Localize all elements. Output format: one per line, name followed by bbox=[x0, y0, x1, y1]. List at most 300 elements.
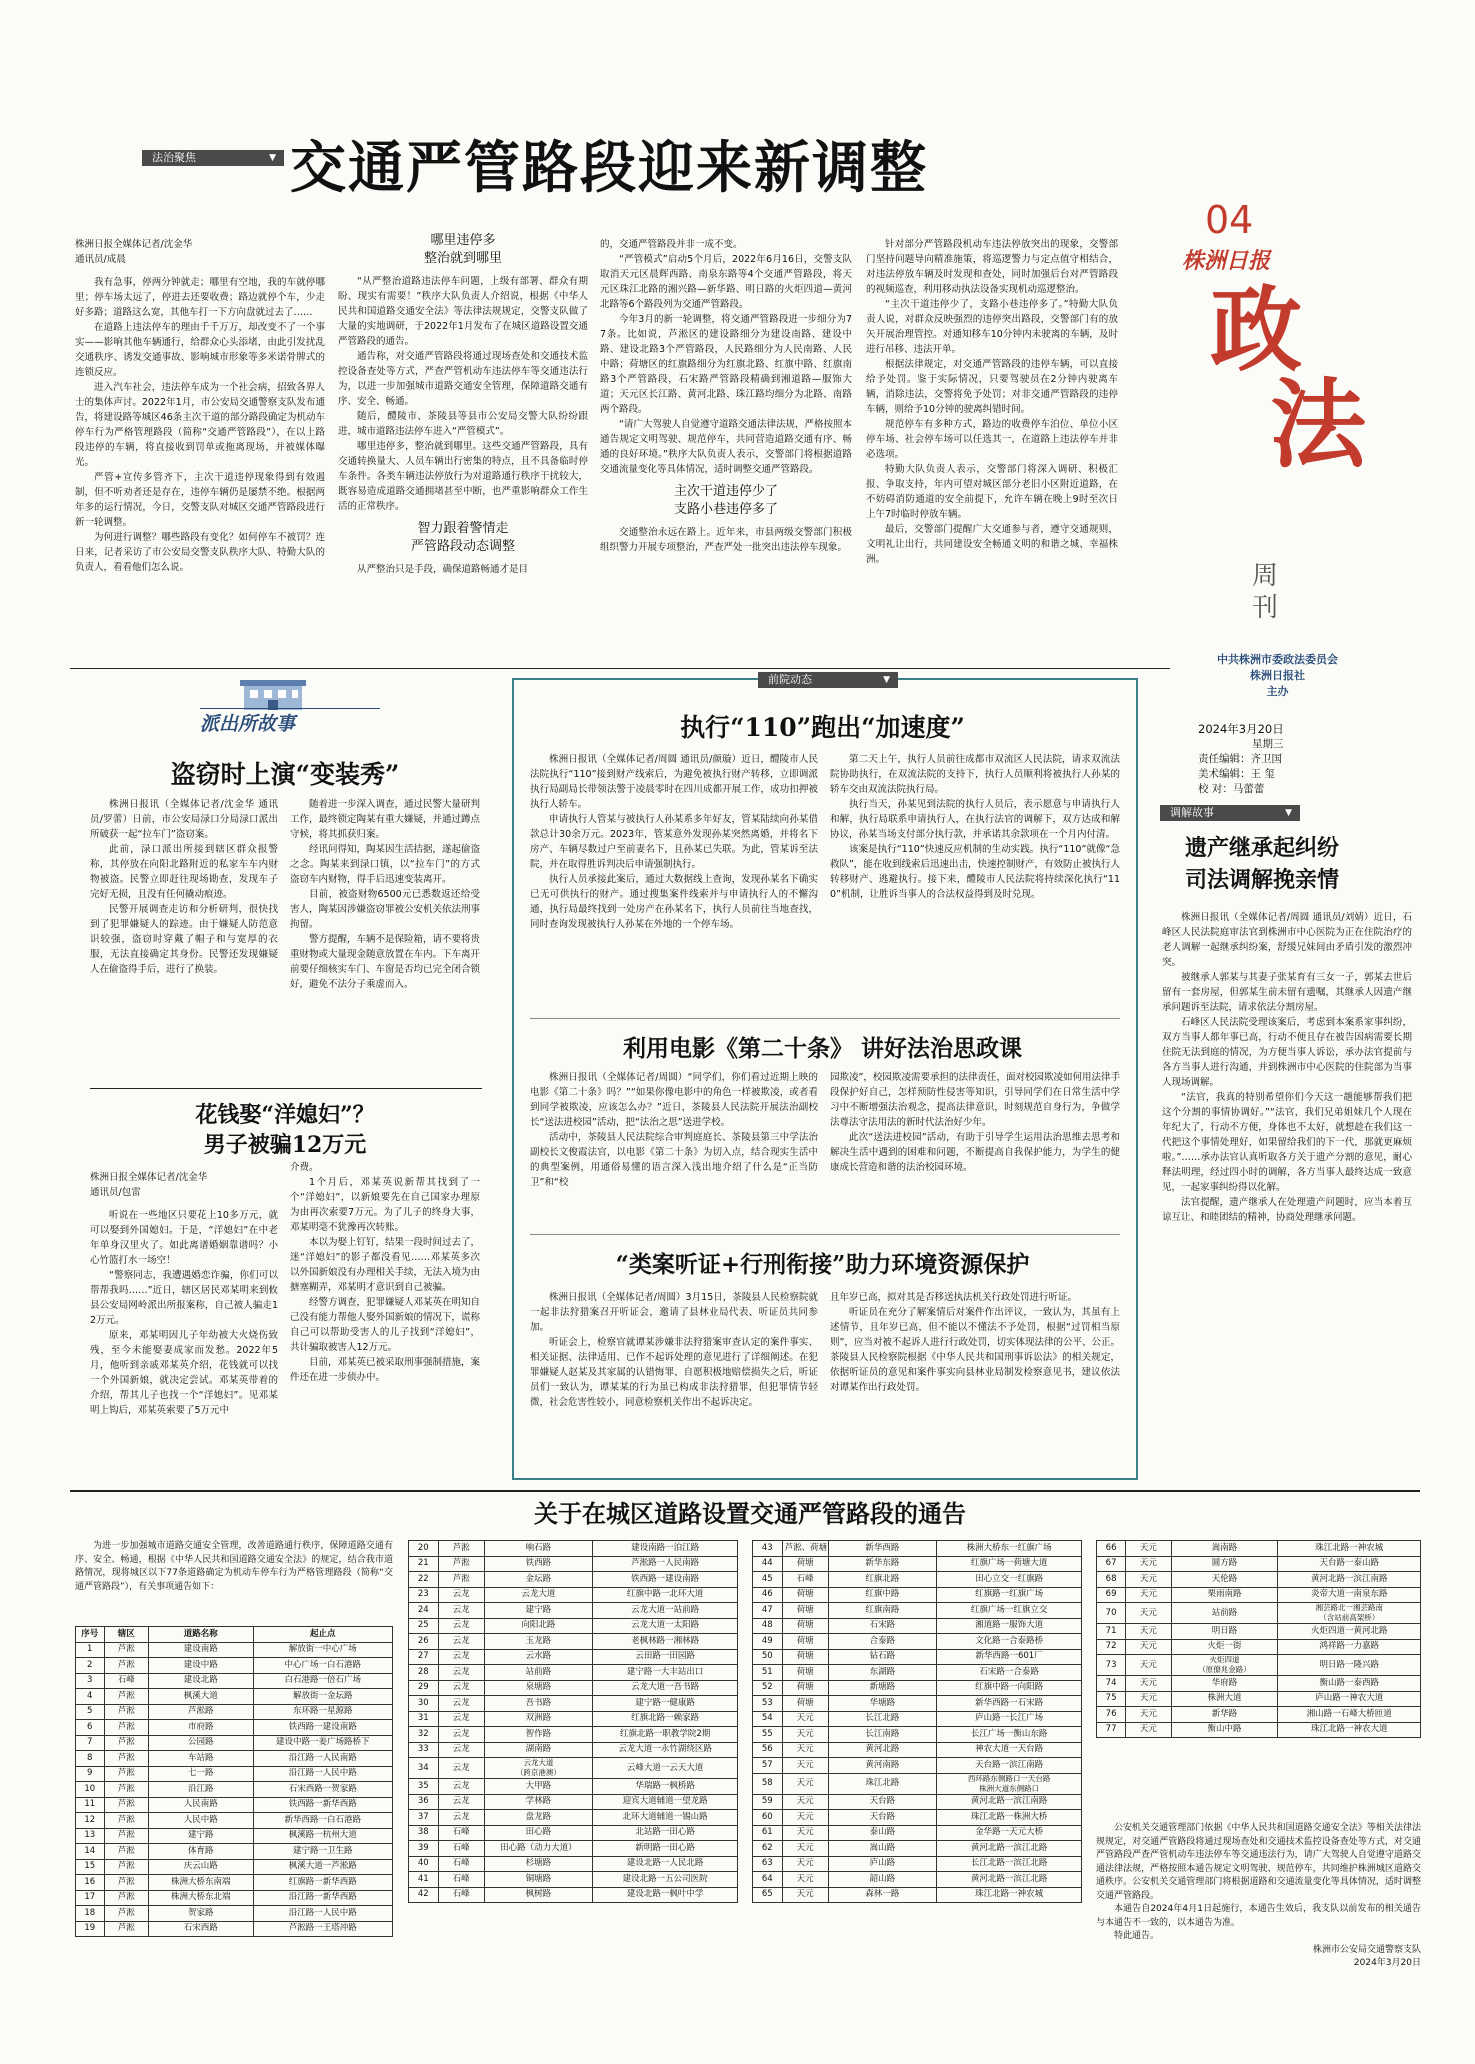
table-cell: 芦淞路一王塔冲路 bbox=[253, 1921, 393, 1937]
mediation-body: 株洲日报讯（全媒体记者/周圆 通讯员/刘婧）近日，石峰区人民法院庭审法官到株洲市中心医院为正在住院治疗的老人调解一起继承纠纷案，舒缓兄妹间由矛盾引发的激烈冲突。 被继承人郭某与其妻子张某育有三女一子，郭某去世后留有一套房屋，但郭某生前未留有遗嘱，其继承人因遗产继承问题诉至法院，请求依法分割房屋。 石峰区人民法院受理该案后，考虑到本案系家事纠纷，双方当事人都年事已高，行动不便且存在被告因病需要长期住院无法到庭的情况，为方便当事人诉讼，承办法官提前与各方当事人进行沟通，并到株洲市中心医院的住院部为当事人现场调解。 “法官，我真的特别希望你们今天这一趟能够帮我们把这个分割的事情协调好。”“法官，我们兄弟姐妹几个人现在年纪大了，行动不方便，身体也不太好，就想趁在我们这一代把这个事情处理好，如果留给我们的下一代，那就更麻烦啦。”……承办法官认真听取各方关于遗产分割的意见，耐心释法明理，经过四小时的调解，各方当事人最终达成一致意见，一起家事纠纷得以化解。 法官提醒，遗产继承人在处理遗产问题时，应当本着互谅互让、和睦团结的精神，协商处理继承问题。 bbox=[1162, 912, 1412, 1223]
table-cell: 天元 bbox=[1126, 1587, 1171, 1603]
table-row bbox=[753, 1727, 1082, 1743]
table-row bbox=[753, 1711, 1082, 1727]
section-title-zheng: 政 bbox=[1210, 276, 1303, 384]
table-cell: 40 bbox=[409, 1856, 439, 1872]
table-cell: 建宁路一健康路 bbox=[593, 1696, 738, 1712]
table-cell: 31 bbox=[409, 1711, 439, 1727]
table-row bbox=[409, 1841, 738, 1857]
table-row bbox=[76, 1704, 393, 1720]
table-cell: 49 bbox=[753, 1634, 783, 1650]
table-cell: 衡山路一泰西路 bbox=[1278, 1676, 1421, 1692]
table-row bbox=[1097, 1541, 1421, 1557]
notice-date: 2024年3月20日 bbox=[1353, 1958, 1421, 1968]
table-cell: 向阳北路 bbox=[484, 1618, 593, 1634]
table-row bbox=[76, 1658, 393, 1674]
table-cell: 石宋路 bbox=[828, 1618, 937, 1634]
table-cell: 红旗中路一向阳路 bbox=[937, 1680, 1082, 1696]
table-cell: 田心路 bbox=[484, 1825, 593, 1841]
section-tag: 调解故事 ▼ bbox=[1160, 805, 1300, 821]
table-cell: 天元 bbox=[1126, 1603, 1171, 1624]
notice-table-4 bbox=[1096, 1540, 1421, 1738]
table-cell: 27 bbox=[409, 1649, 439, 1665]
table-cell: 红旗路一新华西路 bbox=[253, 1875, 393, 1891]
table-header-cell: 序号 bbox=[76, 1627, 105, 1643]
table-row bbox=[76, 1720, 393, 1736]
table-cell: 17 bbox=[76, 1890, 105, 1906]
table-cell: 天元 bbox=[782, 1841, 828, 1857]
table-cell: 红旗北路一职教学院2期 bbox=[593, 1727, 738, 1743]
table-cell: 64 bbox=[753, 1872, 783, 1888]
table-cell: 石峰 bbox=[782, 1572, 828, 1588]
table-row bbox=[753, 1618, 1082, 1634]
divider bbox=[530, 1018, 1120, 1019]
table-cell: 株洲大桥东南端 bbox=[148, 1875, 253, 1891]
table-cell: 北环大道辅道一锡山路 bbox=[593, 1810, 738, 1826]
table-cell: 合泰路 bbox=[828, 1634, 937, 1650]
table-cell: 天元 bbox=[782, 1825, 828, 1841]
table-row bbox=[753, 1841, 1082, 1857]
table-cell: 22 bbox=[409, 1572, 439, 1588]
table-cell: 站前路 bbox=[1171, 1603, 1278, 1624]
main-headline: 交通严管路段迎来新调整 bbox=[290, 135, 928, 201]
table-cell: 50 bbox=[753, 1649, 783, 1665]
table-cell: 文化路一合泰路桥 bbox=[937, 1634, 1082, 1650]
table-cell: 荷塘 bbox=[782, 1649, 828, 1665]
table-cell: 东环路一星源路 bbox=[253, 1704, 393, 1720]
table-cell: 74 bbox=[1097, 1676, 1126, 1692]
table-cell: 26 bbox=[409, 1634, 439, 1650]
table-cell: 43 bbox=[753, 1541, 783, 1557]
table-cell: 52 bbox=[753, 1680, 783, 1696]
table-cell: 人民中路 bbox=[148, 1813, 253, 1829]
table-row bbox=[409, 1618, 738, 1634]
table-cell: 田心路（动力大道） bbox=[484, 1841, 593, 1857]
table-cell: 云龙大道一吾书路 bbox=[593, 1680, 738, 1696]
table-cell: 2 bbox=[76, 1658, 105, 1674]
table-cell: 珠江北路 bbox=[828, 1773, 937, 1794]
table-cell: 芦淞 bbox=[104, 1890, 148, 1906]
table-cell: 珠江北路一株洲大桥 bbox=[937, 1810, 1082, 1826]
notice-signature: 株洲市公安局交通警察支队 bbox=[1312, 1944, 1421, 1955]
table-cell: 天元 bbox=[782, 1856, 828, 1872]
table-cell: 铁西路 bbox=[484, 1556, 593, 1572]
table-cell: 新塘路 bbox=[828, 1680, 937, 1696]
table-cell: 建宁路 bbox=[148, 1828, 253, 1844]
table-cell: 荷塘 bbox=[782, 1618, 828, 1634]
table-cell: 天元 bbox=[1126, 1707, 1171, 1723]
table-cell: 荷塘 bbox=[782, 1556, 828, 1572]
table-cell: 天元 bbox=[782, 1794, 828, 1810]
table-cell: 34 bbox=[409, 1758, 439, 1779]
table-cell: 云龙 bbox=[438, 1696, 484, 1712]
table-cell: 芦淞、荷塘 bbox=[782, 1541, 828, 1557]
table-cell: 天元 bbox=[782, 1742, 828, 1758]
table-row bbox=[753, 1649, 1082, 1665]
table-cell: 钻石路 bbox=[828, 1649, 937, 1665]
table-row bbox=[753, 1587, 1082, 1603]
table-cell: 30 bbox=[409, 1696, 439, 1712]
table-cell: 枫溪路一杭州大道 bbox=[253, 1828, 393, 1844]
table-cell: 芦淞 bbox=[104, 1766, 148, 1782]
table-cell: 红旗广场一红旗立交 bbox=[937, 1603, 1082, 1619]
table-cell: 石峰 bbox=[438, 1856, 484, 1872]
table-cell: 田心立交一红旗路 bbox=[937, 1572, 1082, 1588]
table-row bbox=[76, 1844, 393, 1860]
table-row bbox=[1097, 1691, 1421, 1707]
table-cell: 芦淞 bbox=[104, 1704, 148, 1720]
t2-col-1: 株洲日报全媒体记者/沈金华 通讯员/包雷 听说在一些地区只要花上10多万元，就可以娶到外国媳妇。于是，“洋媳妇”在中老年单身汉里火了。如此离谱婚姻靠谱吗？小心竹篮打水一场空！ “警察同志，我遭遇婚恋诈骗，你们可以帮帮我吗……”近日，辖区居民邓某明来到攸县公安局网岭派出所报案称，自己被人骗走12万元。 原来，邓某明因儿子年幼被大火烧伤致残，至今未能娶妻成家而发愁。2022年5月，他听到亲戚邓某英介绍，花钱就可以找一个外国新娘，就决定尝试。邓某英带着的介绍，帮其儿子也找一个“洋媳妇”。见邓某明上钩后，邓某英索要了5万元中 bbox=[90, 1172, 278, 1416]
table-cell: 天元 bbox=[1126, 1722, 1171, 1738]
table-cell: 玉龙路 bbox=[484, 1634, 593, 1650]
weekly-label: 周刊 bbox=[1252, 561, 1279, 623]
table-cell: 红旗中路 bbox=[828, 1587, 937, 1603]
table-cell: 59 bbox=[753, 1794, 783, 1810]
table-cell: 48 bbox=[753, 1618, 783, 1634]
table-cell: 21 bbox=[409, 1556, 439, 1572]
divider bbox=[90, 1088, 482, 1089]
table-cell: 14 bbox=[76, 1844, 105, 1860]
table-cell: 黄河北路一滨江北路 bbox=[937, 1872, 1082, 1888]
table-cell: 54 bbox=[753, 1711, 783, 1727]
table-cell: 庐山路一神农大道 bbox=[1278, 1691, 1421, 1707]
table-cell: 天元 bbox=[782, 1887, 828, 1903]
table-row bbox=[1097, 1603, 1421, 1624]
table-row bbox=[409, 1680, 738, 1696]
table-row bbox=[1097, 1624, 1421, 1640]
table-row bbox=[409, 1727, 738, 1743]
table-cell: 华府路 bbox=[1171, 1676, 1278, 1692]
table-cell: 鸿祥路一力嘉路 bbox=[1278, 1639, 1421, 1655]
table-row bbox=[753, 1825, 1082, 1841]
table-row bbox=[1097, 1556, 1421, 1572]
table-cell: 天元 bbox=[782, 1758, 828, 1774]
table-header-cell: 起止点 bbox=[253, 1627, 393, 1643]
table-cell: 67 bbox=[1097, 1556, 1126, 1572]
table-cell: 建设南路 bbox=[148, 1642, 253, 1658]
table-cell: 芦淞 bbox=[104, 1906, 148, 1922]
table-cell: 杉塘路 bbox=[484, 1856, 593, 1872]
table-cell: 天元 bbox=[782, 1872, 828, 1888]
table-cell: 44 bbox=[753, 1556, 783, 1572]
table-cell: 云水路 bbox=[484, 1649, 593, 1665]
table-row bbox=[1097, 1572, 1421, 1588]
table-cell: 云龙大道一站前路 bbox=[593, 1603, 738, 1619]
table-cell: 云龙 bbox=[438, 1649, 484, 1665]
table-cell: 红旗南路 bbox=[828, 1603, 937, 1619]
table-cell: 7 bbox=[76, 1735, 105, 1751]
table-cell: 石宋西路 bbox=[148, 1921, 253, 1937]
table-cell: 天元 bbox=[782, 1711, 828, 1727]
table-row bbox=[76, 1766, 393, 1782]
table-row bbox=[753, 1887, 1082, 1903]
table-cell: 天元 bbox=[1126, 1655, 1171, 1676]
table-cell: 天元 bbox=[782, 1810, 828, 1826]
table-row bbox=[409, 1779, 738, 1795]
table-cell: 金华路一天元大桥 bbox=[937, 1825, 1082, 1841]
table-cell: 芦淞 bbox=[104, 1751, 148, 1767]
table-row bbox=[409, 1665, 738, 1681]
table-row bbox=[753, 1810, 1082, 1826]
table-cell: 七一路 bbox=[148, 1766, 253, 1782]
article-title: 利用电影《第二十条》 讲好法治思政课 bbox=[622, 1035, 1022, 1062]
table-cell: 吾书路 bbox=[484, 1696, 593, 1712]
table-cell: 芦淞 bbox=[104, 1782, 148, 1798]
table-row bbox=[753, 1603, 1082, 1619]
table-row bbox=[76, 1859, 393, 1875]
table-cell: 红旗中路一北环大道 bbox=[593, 1587, 738, 1603]
table-cell: 长江北路一滨江北路 bbox=[937, 1856, 1082, 1872]
table-cell: 63 bbox=[753, 1856, 783, 1872]
table-cell: 33 bbox=[409, 1742, 439, 1758]
table-cell: 芦淞 bbox=[104, 1689, 148, 1705]
table-cell: 32 bbox=[409, 1727, 439, 1743]
table-cell: 天元 bbox=[782, 1773, 828, 1794]
table-cell: 新华西路一石宋路 bbox=[937, 1696, 1082, 1712]
table-cell: 建设南路一泊江路 bbox=[593, 1541, 738, 1557]
table-row bbox=[76, 1642, 393, 1658]
table-cell: 湘山路一石峰大桥匝道 bbox=[1278, 1707, 1421, 1723]
table-cell: 云龙 bbox=[438, 1680, 484, 1696]
table-cell: 天元 bbox=[1126, 1691, 1171, 1707]
table-cell: 建宁路 bbox=[484, 1603, 593, 1619]
table-cell: 25 bbox=[409, 1618, 439, 1634]
table-cell: 云龙大道一永竹湖绕区路 bbox=[593, 1742, 738, 1758]
table-cell: 长江南路 bbox=[828, 1727, 937, 1743]
lead-col-4: 针对部分严管路段机动车违法停放突出的现象，交警部门坚持问题导向精准施策，将巡逻警力与定点值守相结合，对违法停放车辆及时发现和查处，同时加强后台对严管路段的视频巡查，利用移动执法设备实现机动巡逻整治。 “主次干道违停少了，支路小巷违停多了。”特勤大队负责人说，对群众反映强烈的违停突出路段，交警部门有的放矢开展治理管控。对通知移车10分钟内未驶离的车辆，及时进行吊移、违法开单。 根据法律规定，对交通严管路段的违停车辆，可以直接给予处罚。鉴于实际情况，只要驾驶员在2分钟内驶离车辆，消除违法，交警将免予处罚；对非交通严管路段的违停车辆，则给予10分钟的驶离纠错时间。 规范停车有多种方式，路边的收费停车泊位、单位小区停车场、社会停车场可以任选其一，在道路上违法停车并非必选项。 特勤大队负责人表示，交警部门将深入调研、积极汇报、争取支持，年内可望对城区部分老旧小区附近道路，在不妨碍消防通道的安全前提下，允许车辆在晚上9时至次日上午7时临时停放车辆。 最后，交警部门提醒广大交通参与者，遵守交通规则，文明礼让出行，共同建设安全畅通文明的和谐之城、幸福株洲。 bbox=[866, 239, 1118, 565]
c3-col-1: 株洲日报讯（全媒体记者/周圆）3月15日，茶陵县人民检察院就一起非法狩猎案召开听证会，邀请了县林业局代表、听证员共同参加。 听证会上，检察官就谭某涉嫌非法狩猎案审查认定的案件事实、相关证据、法律适用、已作不起诉处理的意见进行了详细阐述。在犯罪嫌疑人赵某及其家属的认错悔罪、自愿积极地赔偿损失之后，听证员们一致认为，谭某某的行为虽已构成非法狩猎罪，但犯罪情节轻微，社会危害性较小，同意检察机关作出不起诉决定。 bbox=[530, 1292, 818, 1408]
table-row bbox=[1097, 1639, 1421, 1655]
table-cell: 金坛路 bbox=[484, 1572, 593, 1588]
table-cell: 黄河北路一滨江北路 bbox=[937, 1841, 1082, 1857]
table-cell: 云龙 bbox=[438, 1603, 484, 1619]
table-cell: 6 bbox=[76, 1720, 105, 1736]
table-cell: 新华路 bbox=[1171, 1707, 1278, 1723]
table-row bbox=[753, 1556, 1082, 1572]
table-cell: 建设北路一人民北路 bbox=[593, 1856, 738, 1872]
table-cell: 铁西路一新华西路 bbox=[253, 1797, 393, 1813]
table-cell: 火炬四道一黄河北路 bbox=[1278, 1624, 1421, 1640]
table-cell: 湖南路 bbox=[484, 1742, 593, 1758]
table-cell: 西环路东侧路口一天台路 株洲大道东侧路口 bbox=[937, 1773, 1082, 1794]
table-cell: 北站路一田心路 bbox=[593, 1825, 738, 1841]
table-cell: 70 bbox=[1097, 1603, 1126, 1624]
table-cell: 市府路 bbox=[148, 1720, 253, 1736]
table-cell: 红旗北路一赖家路 bbox=[593, 1711, 738, 1727]
table-row bbox=[409, 1856, 738, 1872]
table-cell: 天台路 bbox=[828, 1794, 937, 1810]
lead-col-3: 的，交通严管路段并非一成不变。 “严管模式”启动5个月后，2022年6月16日，交警支队取消天元区晨辉西路、南泉东路等4个交通严管路段，将天元区珠江北路的湘兴路—新华路、明日路的火炬四道—黄河北路等6个路段列为交通严管路段。 今年3月的新一轮调整，将交通严管路段进一步细分为77条。比如说，芦淞区的建设路细分为建设南路、建设中路、建设北路3个严管路段，人民路细分为人民南路、人民中路；荷塘区的红旗路细分为红旗北路、红旗中路、红旗南路3个严管路段，石宋路严管路段精确到湘道路—服饰大道；天元区长江路、黄河北路、珠江路均细分为北路、南路两个路段。 “请广大驾驶人自觉遵守道路交通法律法规，严格按照本通告规定文明驾驶、规范停车，共同营造道路交通有序、畅通的良好环境。”秩序大队负责人表示，交警部门将根据道路交通流量变化等具体情况，适时调整交通严管路段。 主次干道违停少了 支路小巷违停多了 交通整治永远在路上。近年来，市县两级交警部门积极组织警力开展专项整治，严查严处一批突出违法停车现象。 bbox=[600, 239, 852, 553]
notice-table-1 bbox=[75, 1626, 393, 1937]
table-cell: 66 bbox=[1097, 1541, 1126, 1557]
table-cell: 石峰 bbox=[104, 1673, 148, 1689]
table-row bbox=[76, 1782, 393, 1798]
table-cell: 46 bbox=[753, 1587, 783, 1603]
table-cell: 云龙 bbox=[438, 1711, 484, 1727]
section-title-fa: 法 bbox=[1270, 368, 1366, 481]
table-cell: 云龙 bbox=[438, 1727, 484, 1743]
table-row bbox=[753, 1758, 1082, 1774]
subhead: 哪里违停多 整治就到哪里 bbox=[423, 233, 502, 266]
table-cell: 中心广场一白石港路 bbox=[253, 1658, 393, 1674]
table-cell: 荷塘 bbox=[782, 1603, 828, 1619]
table-row bbox=[753, 1665, 1082, 1681]
table-cell: 云龙 bbox=[438, 1779, 484, 1795]
table-row bbox=[76, 1875, 393, 1891]
table-cell: 株洲大道 bbox=[1171, 1691, 1278, 1707]
table-cell: 天伦路 bbox=[1171, 1572, 1278, 1588]
table-cell: 车站路 bbox=[148, 1751, 253, 1767]
table-cell: 云龙 bbox=[438, 1794, 484, 1810]
subhead: 智力跟着警情走 严管路段动态调整 bbox=[410, 521, 515, 554]
lead-col-1: 株洲日报全媒体记者/沈金华 通讯员/成晨 我有急事，停两分钟就走；哪里有空地，我的车就停哪里；停车场太远了，停进去还要收费；路边就停个车，少走好多路；道路这么宽，其他车打一下方向盘就过去了…… 在道路上违法停车的理由千千万万，却改变不了一个事实——影响其他车辆通行，给群众心头添堵，由此引发扰乱交通秩序、诱发交通事故、影响城市形象等多米诺骨牌式的连锁反应。 进入汽车社会，违法停车成为一个社会病，招致各界人士的集体声讨。2022年1月，市公安局交通警察支队发布通告，将建设路等城区46条主次干道的部分路段确定为机动车停车行为严格管理路段（简称“交通严管路段”），在以上路段违停的车辆，将直接收到罚单或拖离现场，并被媒体曝光。 严管+宣传多管齐下，主次干道违停现象得到有效遏制，但不听劝者还是存在，违停车辆仍是屡禁不绝。根据两年多的运行情况，今日，交警支队对城区交通严管路段进行新一轮调整。 为何进行调整？哪些路段有变化？如何停车不被罚？连日来，记者采访了市公安局交警支队秩序大队、特勤大队的负责人，看看他们怎么说。 bbox=[75, 239, 325, 573]
table-cell: 72 bbox=[1097, 1639, 1126, 1655]
table-row bbox=[1097, 1587, 1421, 1603]
table-cell: 10 bbox=[76, 1782, 105, 1798]
table-cell: 芦淞 bbox=[104, 1844, 148, 1860]
table-cell: 芦淞 bbox=[104, 1797, 148, 1813]
table-cell: 石峰 bbox=[438, 1872, 484, 1888]
table-cell: 29 bbox=[409, 1680, 439, 1696]
police-story-logo: 派出所故事 bbox=[200, 676, 380, 734]
table-cell: 28 bbox=[409, 1665, 439, 1681]
notice-intro: 为进一步加强城市道路交通安全管理，改善道路通行秩序，保障道路交通有序、安全、畅通，根据《中华人民共和国道路交通安全法》的规定，结合我市道路情况，现将城区以下77条道路确定为机动车停车行为严格管理路段（简称“交通严管路段”），有关事项通告如下： bbox=[75, 1541, 393, 1592]
subhead: 主次干道违停少了 支路小巷违停多了 bbox=[673, 484, 778, 517]
table-cell: 红旗广场一荷塘大道 bbox=[937, 1556, 1082, 1572]
table-cell: 石宋西路一贺家路 bbox=[253, 1782, 393, 1798]
table-row bbox=[76, 1890, 393, 1906]
table-cell: 云龙 bbox=[438, 1634, 484, 1650]
c3-col-2: 且年岁已高，拟对其是否移送执法机关行政处罚进行听证。 听证员在充分了解案情后对案件作出评议，一致认为，其虽有上述情节，且年岁已高，但不能以不懂法不予处罚，根据“过罚相当原则”，应当对被不起诉人进行行政处罚，切实体现法律的公平、公正。茶陵县人民检察院根据《中华人民共和国刑事诉讼法》的相关规定，依据听证员的意见和案件事实向县林业局制发检察意见书，建议依法对谭某作出行政处罚。 bbox=[830, 1292, 1120, 1393]
table-cell: 芦淞 bbox=[104, 1921, 148, 1937]
table-row bbox=[409, 1758, 738, 1779]
table-cell: 天元 bbox=[1126, 1556, 1171, 1572]
table-cell: 芦淞 bbox=[104, 1720, 148, 1736]
table-cell: 站前路 bbox=[484, 1665, 593, 1681]
table-cell: 枫溪大道一芦淞路 bbox=[253, 1859, 393, 1875]
table-cell: 新华西路一601厂 bbox=[937, 1649, 1082, 1665]
c1-col-2: 第二天上午，执行人员前往成都市双流区人民法院，请求双流法院协助执行，在双流法院的支持下，执行人员顺利将被执行人孙某的轿车交由双流法院执行局。 执行当天，孙某见到法院的执行人员后，表示愿意与申请执行人和解，执行局联系申请执行人，在执行法官的调解下，双方达成和解协议，孙某当场支付部分执行款，并承诺其余款项在一个月内付清。 该案是执行“110”快速反应机制的生动实践。执行“110”就像“急救队”，能在收到线索后迅速出击，快速控制财产，有效防止被执行人转移财产、逃避执行。接下来，醴陵市人民法院将持续深化执行“110”机制，让胜诉当事人的合法权益得到及时兑现。 bbox=[830, 754, 1120, 900]
table-cell: 建设中路 bbox=[148, 1658, 253, 1674]
table-cell: 湘芸路北一湘芸路南 （含站前高架桥） bbox=[1278, 1603, 1421, 1624]
table-cell: 红旗路一红旗广场 bbox=[937, 1587, 1082, 1603]
table-row bbox=[753, 1872, 1082, 1888]
c2-col-2: 园欺凌”，校园欺凌需要承担的法律责任，面对校园欺凌如何用法律手段保护好自己，怎样预防性侵害等知识，引导同学们在日常生活中学习中不断增强法治观念，提高法律意识，时刻规范自身行为，争做学法尊法守法用法的新时代法治好少年。 此次“送法进校园”活动，有助于引导学生运用法治思维去思考和解决生活中遇到的困难和问题，不断提高自我保护能力，为学生的健康成长营造和谐的法治校园环境。 bbox=[830, 1072, 1120, 1173]
table-cell: 明日路 bbox=[1171, 1624, 1278, 1640]
table-cell: 火炬一街 bbox=[1171, 1639, 1278, 1655]
table-row bbox=[76, 1797, 393, 1813]
table-cell: 株洲大桥东一红旗广场 bbox=[937, 1541, 1082, 1557]
table-cell: 新华东路 bbox=[828, 1556, 937, 1572]
notice-title: 关于在城区道路设置交通严管路段的通告 bbox=[534, 1499, 966, 1528]
table-row bbox=[753, 1856, 1082, 1872]
table-cell: 芦淞 bbox=[104, 1735, 148, 1751]
table-cell: 公园路 bbox=[148, 1735, 253, 1751]
table-cell: 77 bbox=[1097, 1722, 1126, 1738]
table-row bbox=[753, 1634, 1082, 1650]
page-number: 04 bbox=[1205, 198, 1254, 242]
table-cell: 黄河北路 bbox=[828, 1742, 937, 1758]
table-cell: 火炬四道 （原僚兆金路） bbox=[1171, 1655, 1278, 1676]
table-cell: 衡山中路 bbox=[1171, 1722, 1278, 1738]
table-cell: 云峰大道一云天大道 bbox=[593, 1758, 738, 1779]
table-cell: 53 bbox=[753, 1696, 783, 1712]
table-row bbox=[409, 1742, 738, 1758]
sponsor-block: 中共株洲市委政法委员会 株洲日报社 主办 bbox=[1217, 653, 1338, 698]
table-cell: 41 bbox=[409, 1872, 439, 1888]
table-row bbox=[76, 1689, 393, 1705]
article-title: “类案听证+行刑衔接”助力环境资源保护 bbox=[615, 1251, 1030, 1278]
table-cell: 铜塘路 bbox=[484, 1872, 593, 1888]
table-cell: 珠江北路一神农大道 bbox=[1278, 1722, 1421, 1738]
table-cell: 贺家路 bbox=[148, 1906, 253, 1922]
table-cell: 东湖路 bbox=[828, 1665, 937, 1681]
table-cell: 老枫林路一湘林路 bbox=[593, 1634, 738, 1650]
table-cell: 华瑞路一枫桥路 bbox=[593, 1779, 738, 1795]
table-row bbox=[409, 1541, 738, 1557]
table-cell: 51 bbox=[753, 1665, 783, 1681]
table-row bbox=[753, 1680, 1082, 1696]
table-row bbox=[753, 1541, 1082, 1557]
table-cell: 建设北路一枫叶中学 bbox=[593, 1887, 738, 1903]
table-cell: 森林一路 bbox=[828, 1887, 937, 1903]
table-cell: 荷塘 bbox=[782, 1696, 828, 1712]
c2-col-1: 株洲日报讯（全媒体记者/周圆）“同学们，你们看过近期上映的电影《第二十条》吗？”“如果你像电影中的角色一样被欺凌，或者看到同学被欺凌，应该怎么办？”近日，茶陵县人民法院开展法治副校长“送法进校园”活动，把“法治之思”送进学校。 活动中，茶陵县人民法院综合审判庭庭长、茶陵县第三中学法治副校长文俊霞法官，以电影《第二十条》为切入点，结合现实生活中的典型案例，用通俗易懂的语言深入浅出地介绍了什么是“正当防卫”和“校 bbox=[530, 1072, 818, 1188]
table-cell: 云田路一田园路 bbox=[593, 1649, 738, 1665]
table-cell: 云龙大道 bbox=[484, 1587, 593, 1603]
table-row bbox=[76, 1751, 393, 1767]
table-cell: 沿江路一人民南路 bbox=[253, 1751, 393, 1767]
table-cell: 白石港路一倍石广场 bbox=[253, 1673, 393, 1689]
table-cell: 天元 bbox=[1126, 1572, 1171, 1588]
table-cell: 黄河北路一滨江南路 bbox=[937, 1794, 1082, 1810]
table-row bbox=[76, 1673, 393, 1689]
table-cell: 建宁路一卫生路 bbox=[253, 1844, 393, 1860]
divider bbox=[70, 668, 1170, 669]
table-cell: 盘龙路 bbox=[484, 1810, 593, 1826]
table-cell: 黄河北路一滨江南路 bbox=[1278, 1572, 1421, 1588]
table-cell: 73 bbox=[1097, 1655, 1126, 1676]
table-row bbox=[1097, 1722, 1421, 1738]
table-cell: 65 bbox=[753, 1887, 783, 1903]
table-row bbox=[409, 1556, 738, 1572]
paper-name-logo: 株洲日报 bbox=[1182, 248, 1271, 274]
table-row bbox=[409, 1794, 738, 1810]
table-cell: 长江北路 bbox=[828, 1711, 937, 1727]
t2-col-2: 介费。 1个月后，邓某英说新帮其找到了一个“洋媳妇”，以新娘要先在自己国家办理原为由再次索要7万元。为了儿子的终身大事，邓某明毫不犹豫再次转账。 本以为娶上钉钉，结果一段时间过去了，迷“洋媳妇”的影子都没看见……邓某英多次以外国新娘没有办理相关手续，无法入境为由搪塞糊弄，邓某明才意识到自己被骗。 经警方调查，犯罪嫌疑人邓某英在明知自己没有能力帮他人娶外国新娘的情况下，谎称自己可以帮助受害人的儿子找到“洋媳妇”，共计骗取被害人12万元。 目前，邓某英已被采取刑事强制措施，案件还在进一步侦办中。 bbox=[290, 1162, 480, 1383]
table-row bbox=[409, 1634, 738, 1650]
lead-col-2: 哪里违停多 整治就到哪里 “从严整治道路违法停车问题，上级有部署、群众有期盼、现实有需要！”秩序大队负责人介绍说，根据《中华人民共和国道路交通安全法》等法律法规规定，交警支队做了大量的实地调研，于2022年1月发布了在城区道路设置交通严管路段的通告。 通告称，对交通严管路段将通过现场查处和交通技术监控设备查处等方式，严查严管机动车违法停车等交通违法行为，以进一步加强城市道路交通安全管理，保障道路交通有序、安全、畅通。 随后，醴陵市、茶陵县等县市公安局交警大队纷纷跟进，城市道路违法停车进入“严管模式”。 哪里违停多，整治就到哪里。这些交通严管路段，具有交通转换量大、人员车辆出行密集的特点，且不具备临时停车条件。各类车辆违法停放行为对道路通行秩序干扰较大，既容易造成道路交通拥堵甚至中断，也严重影响群众工作生活的正常秩序。 智力跟着警情走 严管路段动态调整 从严整治只是手段，确保道路畅通才是目 bbox=[338, 233, 588, 575]
table-cell: 38 bbox=[409, 1825, 439, 1841]
table-cell: 双洲路 bbox=[484, 1711, 593, 1727]
table-cell: 45 bbox=[753, 1572, 783, 1588]
table-row bbox=[409, 1603, 738, 1619]
table-cell: 5 bbox=[76, 1704, 105, 1720]
table-cell: 20 bbox=[409, 1541, 439, 1557]
table-row bbox=[409, 1711, 738, 1727]
table-row bbox=[1097, 1655, 1421, 1676]
table-cell: 建宁路一大丰站出口 bbox=[593, 1665, 738, 1681]
table-cell: 解放街一金坛路 bbox=[253, 1689, 393, 1705]
table-cell: 庐山路一长江广场 bbox=[937, 1711, 1082, 1727]
table-cell: 建设中路一姜广场路桥下 bbox=[253, 1735, 393, 1751]
table-cell: 云龙 bbox=[438, 1742, 484, 1758]
table-cell: 体育路 bbox=[148, 1844, 253, 1860]
table-cell: 云龙 bbox=[438, 1665, 484, 1681]
table-header-cell: 道路名称 bbox=[148, 1627, 253, 1643]
table-cell: 芦淞路一人民南路 bbox=[593, 1556, 738, 1572]
table-cell: 39 bbox=[409, 1841, 439, 1857]
